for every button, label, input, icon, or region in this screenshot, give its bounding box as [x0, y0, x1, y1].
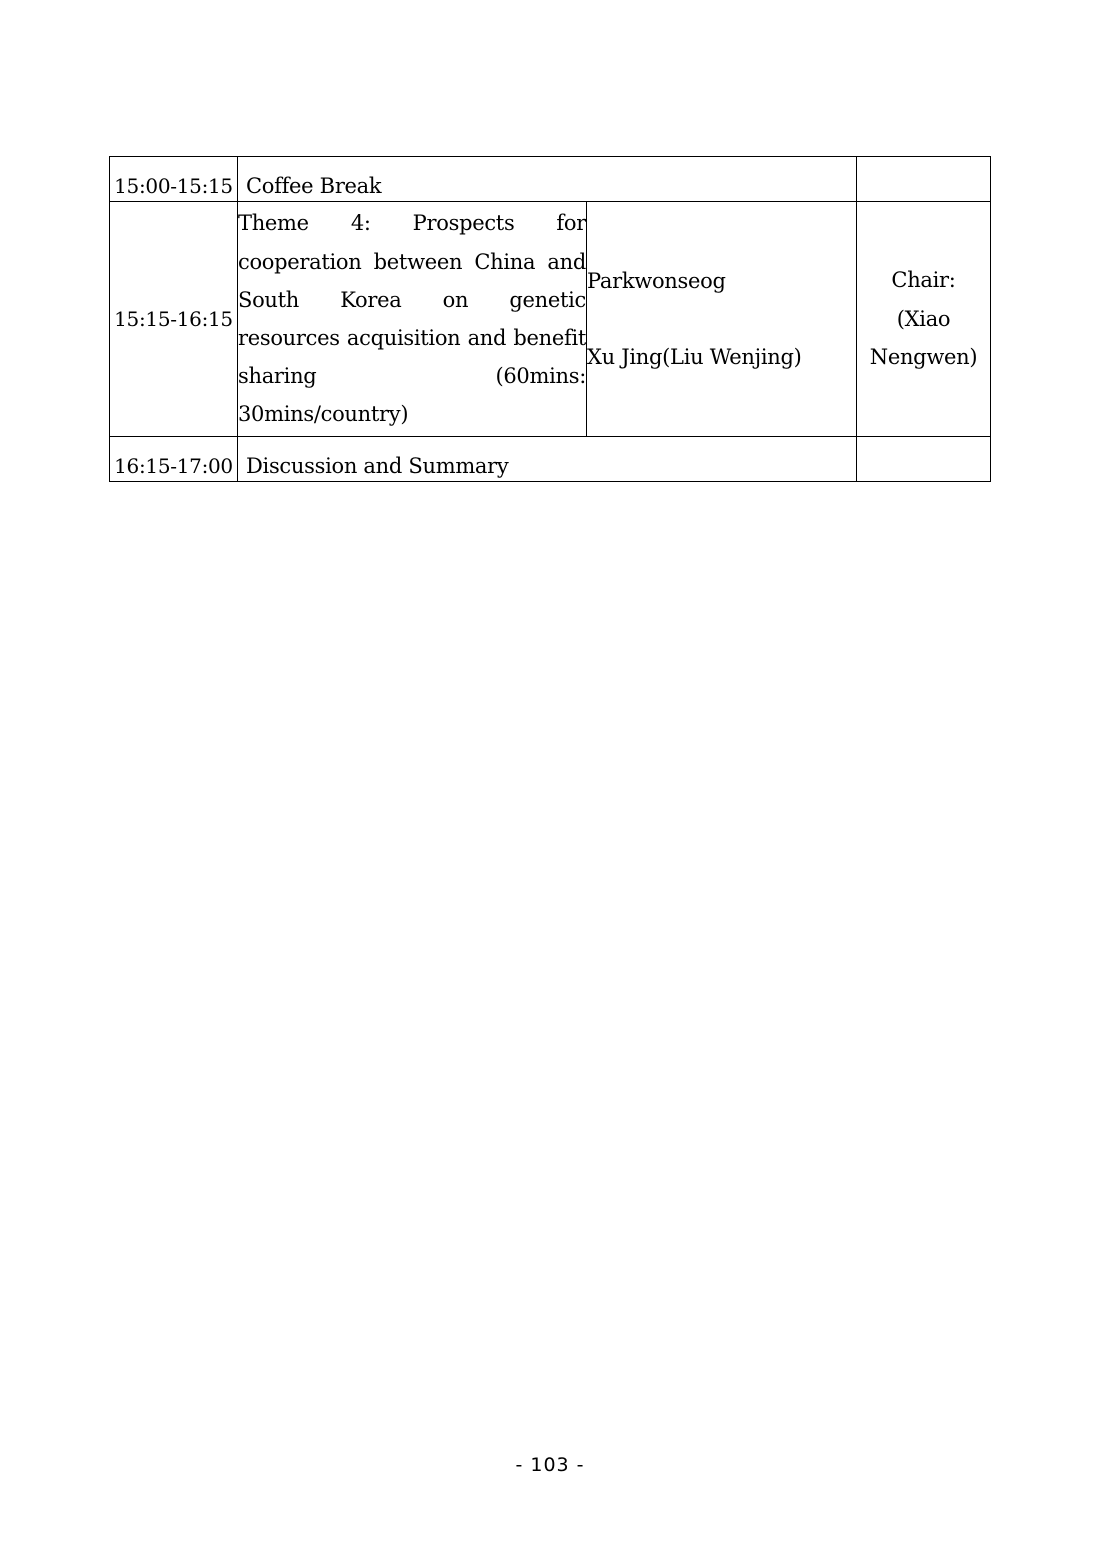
- chair-cell: [857, 157, 991, 202]
- speaker-name: Xu Jing(Liu Wenjing): [587, 345, 802, 369]
- time-text: 16:15-17:00: [114, 454, 233, 478]
- chair-name-line: Nengwen): [869, 345, 978, 370]
- topic-cell: [238, 157, 857, 202]
- topic-text: Discussion and Summary: [246, 454, 509, 478]
- time-text: 15:15-16:15: [114, 307, 233, 331]
- agenda-row-discussion: [110, 437, 991, 482]
- topic-cell: [238, 202, 587, 437]
- speaker-name: Parkwonseog: [587, 269, 726, 293]
- agenda-row-theme-4: [110, 202, 991, 437]
- time-cell: [110, 202, 238, 437]
- chair-cell: [857, 437, 991, 482]
- time-cell: [110, 437, 238, 482]
- page-number: - 103 -: [515, 1454, 585, 1476]
- time-cell: [110, 157, 238, 202]
- topic-text: Theme 4: Prospects for cooperation between China and South Korea on genetic resources acquisition and benefit sharing (60mins: 30mins/country): [238, 211, 586, 427]
- chair-cell: [857, 202, 991, 437]
- speaker-spacer: [587, 300, 856, 338]
- agenda-table: [109, 156, 991, 482]
- chair-name-line: (Xiao: [896, 306, 951, 331]
- topic-text: Coffee Break: [246, 174, 382, 198]
- chair-label: Chair:: [891, 268, 956, 293]
- agenda-row-coffee-break: [110, 157, 991, 202]
- time-text: 15:00-15:15: [114, 174, 233, 198]
- speaker-cell: [587, 202, 857, 437]
- topic-cell: [238, 437, 857, 482]
